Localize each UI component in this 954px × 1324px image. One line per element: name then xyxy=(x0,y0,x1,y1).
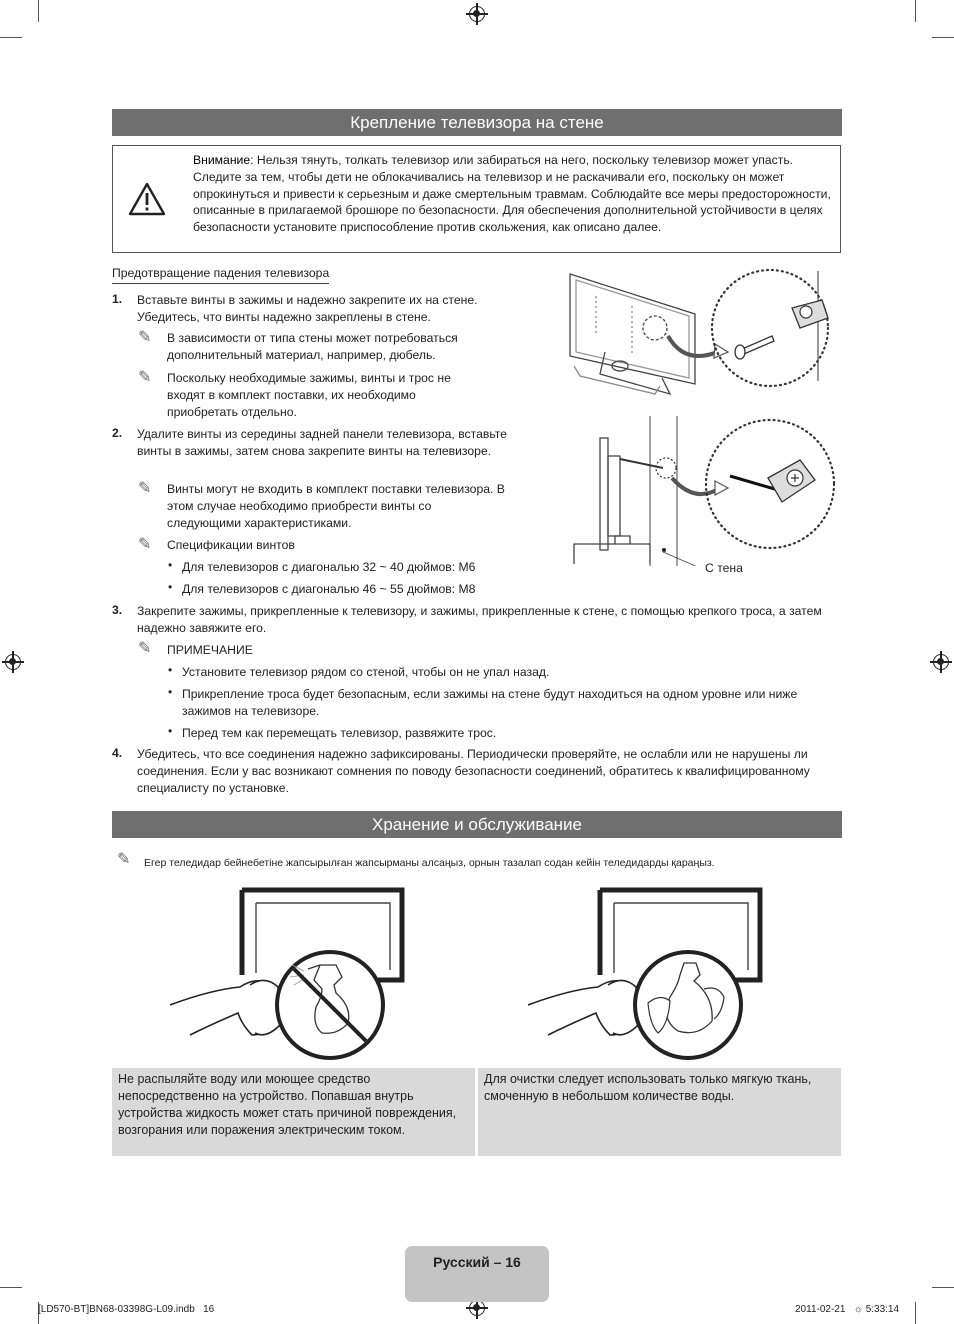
note-pencil-icon: ✎ xyxy=(138,640,152,657)
bullet-icon: • xyxy=(168,685,173,699)
soft-cloth-illustration xyxy=(528,885,798,1065)
caption-no-spray: Не распыляйте воду или моющее средство непосредственно на устройство. Попавшая внутрь устройства жидкость может стать причиной повреждения, возгорания или поражения электрическим током. xyxy=(112,1068,475,1156)
note-pencil-icon: ✎ xyxy=(138,329,152,346)
step-number: 1. xyxy=(112,292,123,306)
caption-soft-cloth: Для очистки следует использовать только мягкую ткань, смоченную в небольшом количестве воды. xyxy=(478,1068,841,1156)
storage-note: Егер теледидар бейнебетіне жапсырылған жапсырманы алсаңыз, орнын тазалап содан кейін теледидарды қараңыз. xyxy=(144,857,715,869)
step-number: 4. xyxy=(112,746,123,760)
bullet-text: Для телевизоров с диагональю 46 ~ 55 дюймов: M8 xyxy=(182,582,476,596)
step-text: Убедитесь, что все соединения надежно зафиксированы. Периодически проверяйте, не ослабли или не нарушены ли соединения. Если у вас возникают сомнения по поводу безопасности соединений, обратитесь к квалифицированному специалисту по установке. xyxy=(137,747,810,795)
crop-mark xyxy=(915,1302,916,1324)
crop-mark xyxy=(38,0,39,22)
bullet-icon: • xyxy=(168,724,173,738)
note-label: ПРИМЕЧАНИЕ xyxy=(167,643,253,657)
bullet-icon: • xyxy=(168,663,173,677)
note-pencil-icon: ✎ xyxy=(138,480,152,497)
registration-mark-icon xyxy=(469,1300,485,1316)
step-number: 3. xyxy=(112,603,123,617)
bullet-text: Прикрепление троса будет безопасным, если зажимы на стене будут находиться на одном уровне или ниже зажимов на телевизоре. xyxy=(182,687,798,718)
registration-mark-icon xyxy=(933,654,949,670)
note-text: Винты могут не входить в комплект поставки телевизора. В этом случае необходимо приобрести винты со следующими характеристиками. xyxy=(167,482,505,530)
step-text: Вставьте винты в зажимы и надежно закрепите их на стене. Убедитесь, что винты надежно закреплены в стене. xyxy=(137,293,478,324)
crop-mark xyxy=(915,0,916,22)
warning-text xyxy=(193,152,833,236)
note-text: В зависимости от типа стены может потребоваться дополнительный материал, например, дюбель. xyxy=(167,331,458,362)
warning-triangle-icon xyxy=(127,181,167,217)
note-pencil-icon: ✎ xyxy=(138,369,152,386)
bullet-text: Перед тем как перемещать телевизор, развяжите трос. xyxy=(182,726,497,740)
warning-label: Внимание xyxy=(193,153,251,167)
page-number-tab xyxy=(405,1246,549,1302)
note-text: Поскольку необходимые зажимы, винты и трос не входят в комплект поставки, их необходимо приобретать отдельно. xyxy=(167,371,451,419)
note-pencil-icon: ✎ xyxy=(138,536,152,553)
crop-mark xyxy=(0,1287,22,1288)
page-label: Русский – 16 xyxy=(433,1254,521,1270)
crop-mark xyxy=(932,1287,954,1288)
step-text: Удалите винты из середины задней панели телевизора, вставьте винты в зажимы, затем снова закрепите винты на телевизоре. xyxy=(137,427,507,458)
crop-mark xyxy=(0,37,22,38)
registration-mark-icon xyxy=(469,6,485,22)
bullet-icon: • xyxy=(168,558,173,572)
file-info: [LD570-BT]BN68-03398G-L09.indb 16 xyxy=(38,1304,215,1315)
tv-back-illustration xyxy=(560,266,845,401)
section-title-wall-mount: Крепление телевизора на стене xyxy=(112,109,842,136)
step-text: Закрепите зажимы, прикрепленные к телевизору, и зажимы, прикрепленные к стене, с помощью крепкого троса, а затем надежно завяжите его. xyxy=(137,604,822,635)
bullet-text: Для телевизоров с диагональю 32 ~ 40 дюймов: M6 xyxy=(182,560,476,574)
bullet-icon: • xyxy=(168,580,173,594)
section-title-storage: Хранение и обслуживание xyxy=(112,811,842,838)
bullet-text: Установите телевизор рядом со стеной, чтобы он не упал назад. xyxy=(182,665,550,679)
tv-side-illustration xyxy=(560,416,845,566)
warning-body: : Нельзя тянуть, толкать телевизор или забираться на него, поскольку телевизор может упасть. Следите за тем, чтобы дети не облокачивались на телевизор и не раскачивали его, поскольку он может опрокинуться и привести к серьезным и даже смертельным травмам. Соблюдайте все меры предосторожности, описанные в прилагаемой брошюре по безопасности. Для обеспечения дополнительной устойчивости в целях безопасности установите приспособление против скольжения, как описано далее. xyxy=(193,153,831,235)
no-spray-illustration xyxy=(170,885,440,1065)
step-number: 2. xyxy=(112,426,123,440)
subheading: Предотвращение падения телевизора xyxy=(112,265,329,284)
wall-label: С тена xyxy=(705,561,743,575)
date-info: 2011-02-21 ☼ 5:33:14 xyxy=(795,1304,900,1315)
note-pencil-icon: ✎ xyxy=(117,851,131,868)
note-text: Спецификации винтов xyxy=(167,538,295,552)
wall-marker xyxy=(662,548,666,552)
crop-mark xyxy=(932,37,954,38)
warning-box xyxy=(112,145,841,253)
registration-mark-icon xyxy=(5,654,21,670)
